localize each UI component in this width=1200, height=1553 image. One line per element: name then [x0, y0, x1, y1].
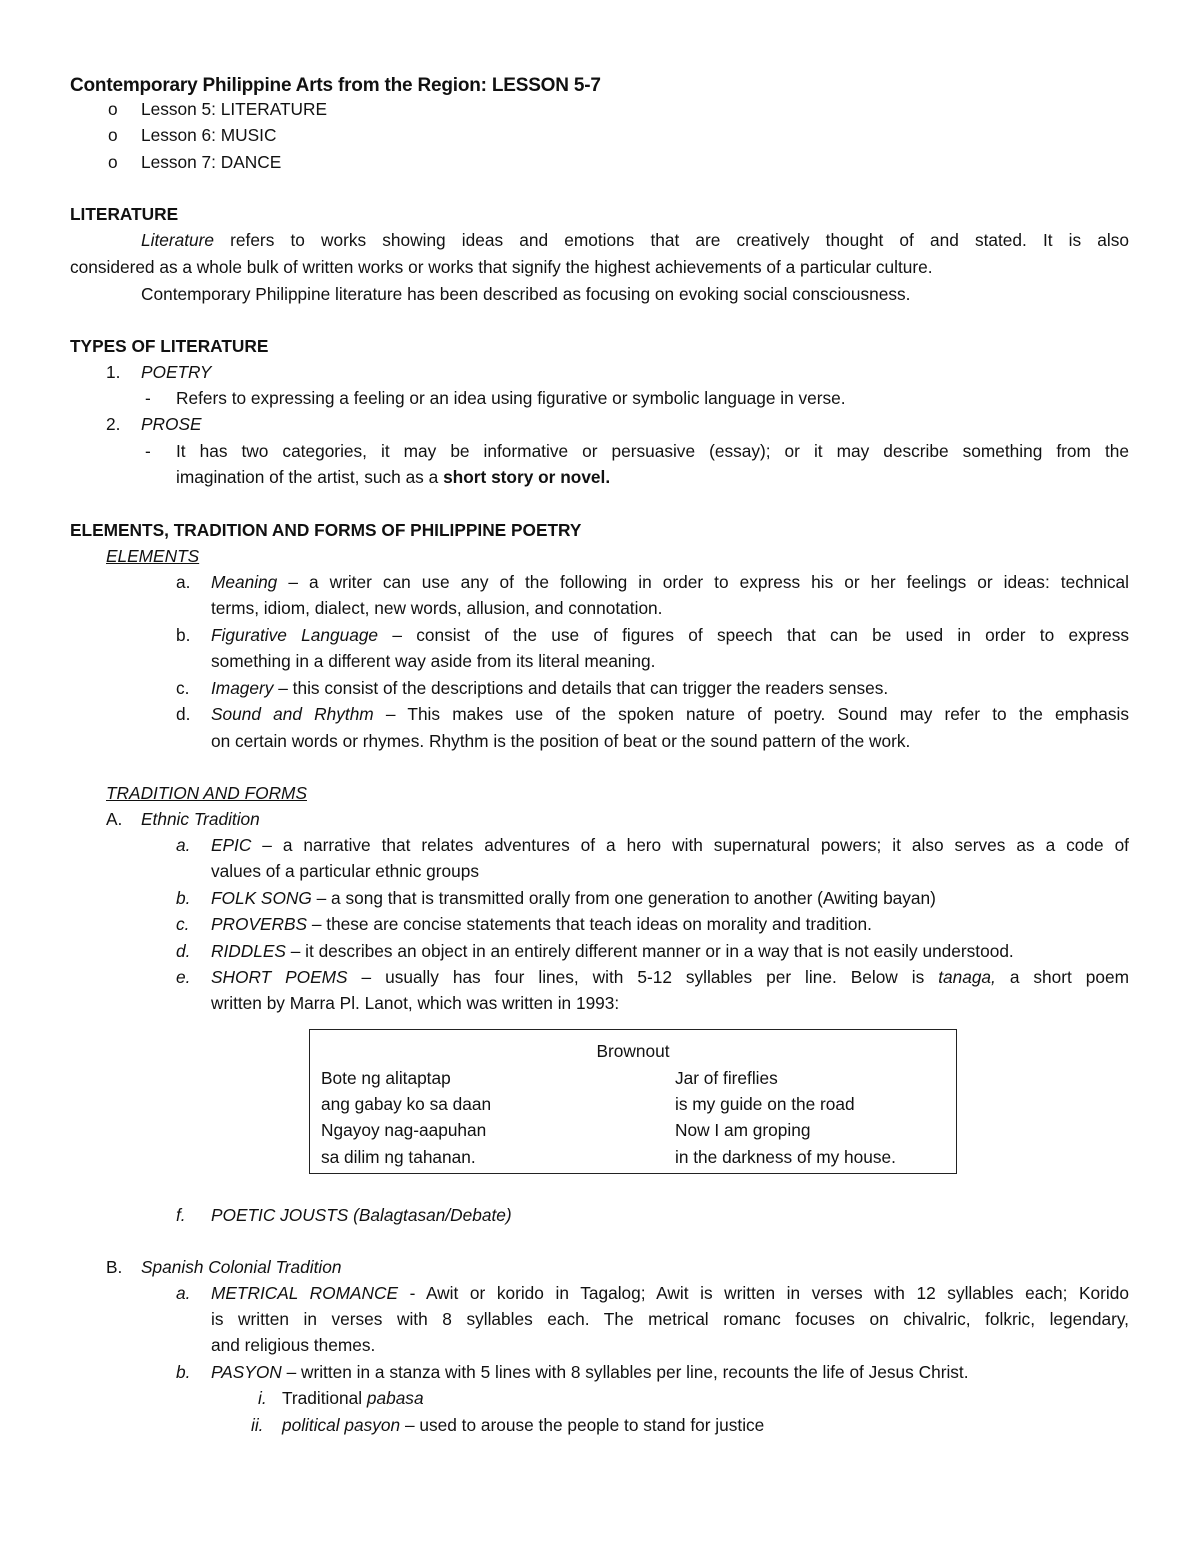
poem-line-english: in the darkness of my house. — [675, 1147, 896, 1167]
form-term: EPIC — [211, 835, 252, 855]
element-text: – a writer can use any of the following in order to express his or her feelings or ideas: technical — [288, 572, 1129, 592]
list-letter: d. — [176, 704, 191, 724]
list-number: 2. — [106, 414, 121, 434]
form-term: METRICAL ROMANCE — [211, 1283, 398, 1303]
literature-paragraph-line: considered as a whole bulk of written works or works that signify the highest achievements of a particular culture. — [70, 257, 933, 277]
lesson-item: Lesson 5: LITERATURE — [141, 99, 328, 119]
form-pasyon — [211, 1361, 969, 1383]
prose-text: imagination of the artist, such as a — [176, 467, 439, 487]
prose-label: PROSE — [141, 414, 202, 434]
form-epic-cont: values of a particular ethnic groups — [211, 861, 480, 881]
element-term: Imagery — [211, 678, 274, 698]
list-letter: a. — [176, 572, 191, 592]
bullet-marker: o — [108, 99, 118, 119]
tradition-subheading: TRADITION AND FORMS — [106, 783, 307, 803]
form-short-poems-cont: written by Marra Pl. Lanot, which was written in 1993: — [211, 993, 620, 1013]
list-letter: b. — [176, 1362, 191, 1382]
literature-paragraph: Contemporary Philippine literature has been described as focusing on evoking social consciousness. — [141, 284, 911, 304]
form-epic — [211, 834, 1129, 856]
element-term: Meaning — [211, 572, 278, 592]
poetry-description: Refers to expressing a feeling or an idea using figurative or symbolic language in verse. — [176, 388, 846, 408]
element-text: – This makes use of the spoken nature of poetry. Sound may refer to the emphasis — [385, 704, 1129, 724]
literature-term: Literature — [141, 230, 215, 250]
form-riddles — [211, 940, 1014, 962]
form-text: – these are concise statements that teach ideas on morality and tradition. — [311, 914, 872, 934]
bullet-marker: o — [108, 152, 118, 172]
list-letter: a. — [176, 1283, 191, 1303]
list-letter: b. — [176, 625, 191, 645]
pasyon-political — [282, 1414, 764, 1436]
element-sound-cont: on certain words or rhymes. Rhythm is the position of beat or the sound pattern of the work. — [211, 731, 911, 751]
literature-text: refers to works showing ideas and emotions that are creatively thought of and stated. It is also — [230, 230, 1129, 250]
spanish-tradition-label: Spanish Colonial Tradition — [141, 1257, 342, 1277]
literature-heading: LITERATURE — [70, 204, 179, 224]
poem-line-filipino: ang gabay ko sa daan — [321, 1094, 492, 1114]
list-number: 1. — [106, 362, 121, 382]
poetry-label: POETRY — [141, 362, 212, 382]
list-letter: e. — [176, 967, 191, 987]
poem-line-filipino: Bote ng alitaptap — [321, 1068, 451, 1088]
element-figurative — [211, 624, 1129, 646]
poem-line-english: Jar of fireflies — [675, 1068, 778, 1088]
literature-paragraph-line — [141, 229, 1129, 251]
element-text: – consist of the use of figures of speech that can be used in order to express — [392, 625, 1129, 645]
form-folk-song — [211, 887, 936, 909]
list-letter: c. — [176, 678, 190, 698]
prose-description-cont — [176, 466, 610, 488]
element-term: Figurative Language — [211, 625, 379, 645]
form-term: FOLK SONG — [211, 888, 312, 908]
pasyon-term: political pasyon — [282, 1415, 401, 1435]
poem-title: Brownout — [596, 1041, 670, 1061]
lesson-item: Lesson 7: DANCE — [141, 152, 282, 172]
element-imagery — [211, 677, 888, 699]
form-term: SHORT POEMS — [211, 967, 348, 987]
element-meaning — [211, 571, 1129, 593]
poem-line-filipino: sa dilim ng tahanan. — [321, 1147, 476, 1167]
pasyon-text: Traditional — [282, 1388, 363, 1408]
document-title: Contemporary Philippine Arts from the Region: LESSON 5-7 — [70, 75, 601, 96]
dash-marker: - — [145, 388, 151, 408]
pasyon-term: pabasa — [366, 1388, 424, 1408]
element-sound — [211, 703, 1129, 725]
form-text: – written in a stanza with 5 lines with 8 syllables per line, recounts the life of Jesus Christ. — [286, 1362, 969, 1382]
list-roman: ii. — [251, 1415, 264, 1435]
form-text: – it describes an object in an entirely different manner or in a way that is not easily understood. — [290, 941, 1014, 961]
dash-marker: - — [145, 441, 151, 461]
form-short-poems — [211, 966, 1129, 988]
list-letter: B. — [106, 1257, 123, 1277]
lesson-item: Lesson 6: MUSIC — [141, 125, 277, 145]
form-text: – usually has four lines, with 5-12 syllables per line. Below is — [361, 967, 925, 987]
ethnic-tradition-label: Ethnic Tradition — [141, 809, 260, 829]
form-term: PROVERBS — [211, 914, 308, 934]
form-term: PASYON — [211, 1362, 282, 1382]
element-text: – this consist of the descriptions and details that can trigger the readers senses. — [278, 678, 889, 698]
list-letter: d. — [176, 941, 191, 961]
list-letter: A. — [106, 809, 123, 829]
pasyon-text: – used to arouse the people to stand for justice — [404, 1415, 765, 1435]
form-poetic-jousts: POETIC JOUSTS (Balagtasan/Debate) — [211, 1205, 512, 1225]
pasyon-traditional — [282, 1387, 424, 1409]
form-text: – a song that is transmitted orally from one generation to another (Awiting bayan) — [316, 888, 936, 908]
element-meaning-cont: terms, idiom, dialect, new words, allusion, and connotation. — [211, 598, 663, 618]
form-proverbs — [211, 913, 872, 935]
form-metrical-romance — [211, 1282, 1129, 1304]
list-roman: i. — [258, 1388, 267, 1408]
bullet-marker: o — [108, 125, 118, 145]
poem-box — [309, 1029, 957, 1174]
prose-emphasis: short story or novel. — [443, 467, 611, 487]
list-letter: c. — [176, 914, 190, 934]
form-italic-term: tanaga, — [938, 967, 996, 987]
list-letter: b. — [176, 888, 191, 908]
prose-description: It has two categories, it may be informative or persuasive (essay); or it may describe something from the — [176, 441, 1129, 461]
form-term: RIDDLES — [211, 941, 286, 961]
element-term: Sound and Rhythm — [211, 704, 374, 724]
form-text-end: a short poem — [1009, 967, 1129, 987]
list-letter: a. — [176, 835, 191, 855]
form-text: – a narrative that relates adventures of a hero with supernatural powers; it also serves as a code of — [262, 835, 1129, 855]
elements-subheading: ELEMENTS — [106, 546, 200, 566]
elements-heading: ELEMENTS, TRADITION AND FORMS OF PHILIPPINE POETRY — [70, 520, 582, 540]
form-metrical-romance-cont: and religious themes. — [211, 1335, 376, 1355]
form-metrical-romance-cont: is written in verses with 8 syllables each. The metrical romanc focuses on chivalric, folkric, legendary, — [211, 1309, 1129, 1329]
poem-line-english: Now I am groping — [675, 1120, 811, 1140]
types-heading: TYPES OF LITERATURE — [70, 336, 269, 356]
list-letter: f. — [176, 1205, 186, 1225]
poem-line-english: is my guide on the road — [675, 1094, 855, 1114]
poem-line-filipino: Ngayoy nag-aapuhan — [321, 1120, 487, 1140]
form-text: - Awit or korido in Tagalog; Awit is written in verses with 12 syllables each; Korido — [409, 1283, 1129, 1303]
element-figurative-cont: something in a different way aside from its literal meaning. — [211, 651, 656, 671]
